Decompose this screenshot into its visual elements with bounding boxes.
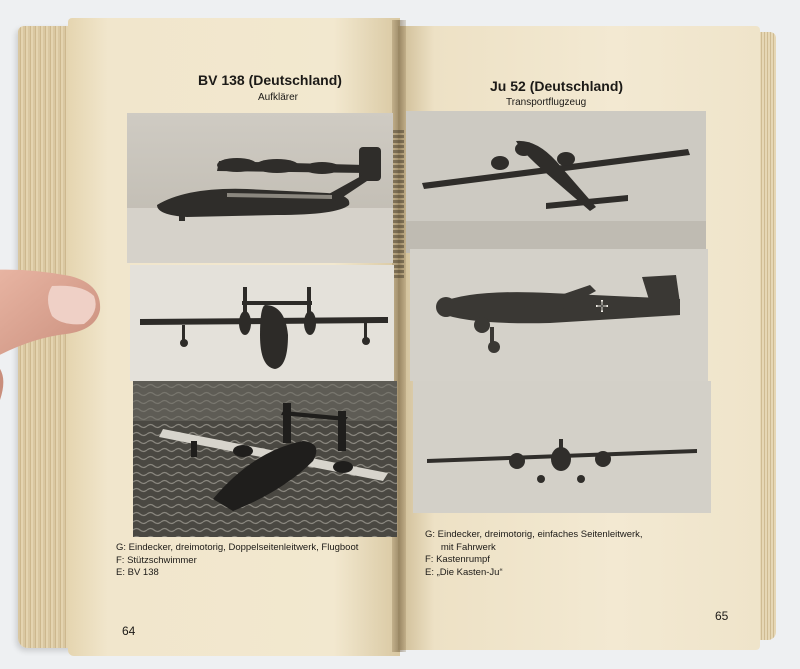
caption-line-g: G: Eindecker, dreimotorig, einfaches Seitenleitwerk, bbox=[425, 529, 643, 540]
hand-thumb bbox=[0, 250, 108, 400]
caption-line-g-cont: mit Fahrwerk bbox=[425, 541, 496, 553]
left-page-subtitle: Aufklärer bbox=[258, 92, 299, 103]
spine-print bbox=[392, 130, 404, 280]
left-page-number: 64 bbox=[122, 624, 136, 638]
left-page-caption bbox=[116, 542, 358, 580]
photo-bv138-flying bbox=[127, 113, 393, 263]
left-page-title: BV 138 (Deutschland) bbox=[198, 72, 342, 88]
photo-bv138-front bbox=[130, 265, 394, 381]
photo-ju52-front bbox=[413, 381, 711, 513]
right-page-caption bbox=[425, 529, 643, 579]
photo-ju52-side bbox=[410, 249, 708, 381]
photo-bv138-on-water bbox=[133, 381, 397, 537]
caption-line-f: F: Kastenrumpf bbox=[425, 554, 490, 565]
caption-line-e: E: „Die Kasten-Ju“ bbox=[425, 566, 503, 578]
book-gutter bbox=[392, 20, 406, 652]
right-page-title: Ju 52 (Deutschland) bbox=[490, 78, 624, 94]
caption-line-e: E: BV 138 bbox=[116, 567, 159, 578]
photo-ju52-overhead bbox=[406, 111, 706, 253]
caption-line-f: F: Stützschwimmer bbox=[116, 554, 197, 566]
right-page-number: 65 bbox=[715, 609, 729, 623]
caption-line-g: G: Eindecker, dreimotorig, Doppelseitenleitwerk, Flugboot bbox=[116, 542, 359, 553]
right-page-subtitle: Transportflugzeug bbox=[506, 97, 587, 108]
